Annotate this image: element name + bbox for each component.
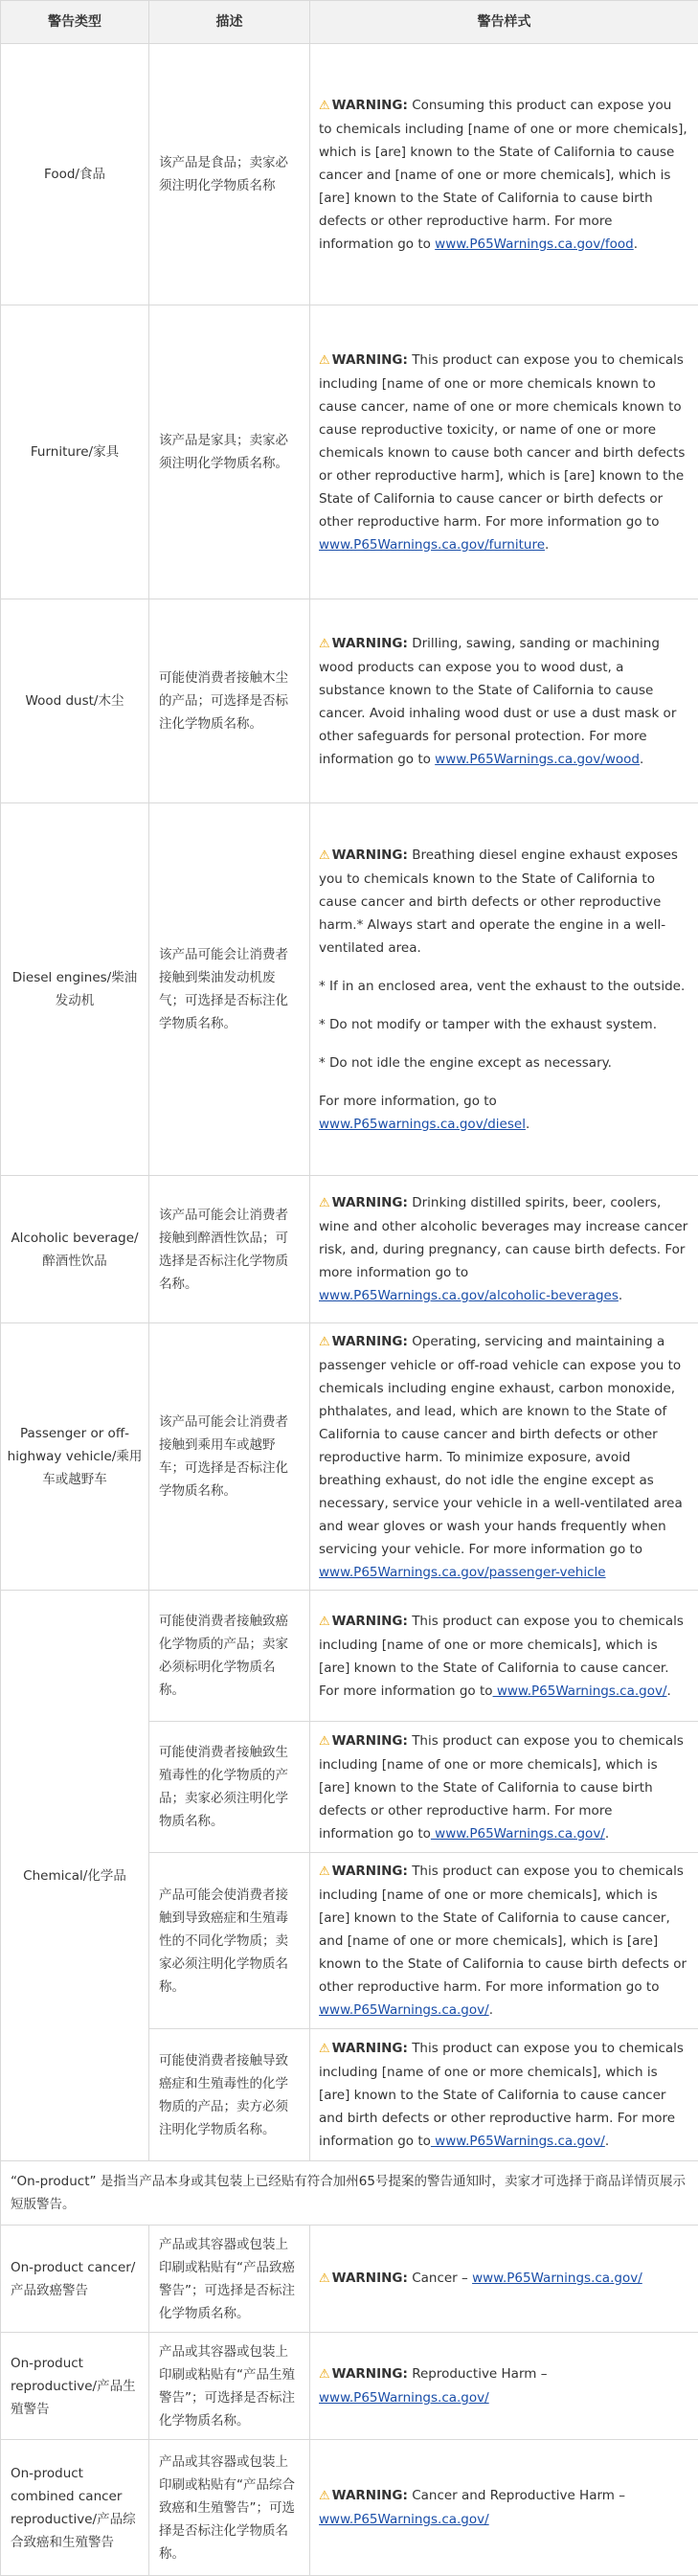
diesel-main-para [319,844,688,960]
warning-triangle-icon: ⚠ [319,1331,330,1354]
type-cell: Food/食品 [1,44,149,305]
punct: . [619,1288,622,1303]
p65-link[interactable]: www.P65Warnings.ca.gov/ [472,2271,642,2286]
warning-text: This product can expose you to chemicals including [name of one or more chemicals known to cause cancer, name of one or more chemicals known to cause reproductive toxicity, or name of one or more chemicals known to cause both cancer and birth defects or other reproductive harm], which is [are] known to the State of California to cause cancer or birth defects or other reproductive harm. For more information go to [319,352,685,530]
desc-cell: 该产品是食品；卖家必须注明化学物质名称 [149,44,310,305]
punct: . [605,2134,609,2149]
row-food [1,44,698,305]
warning-label: WARNING: [332,352,408,368]
diesel-more-para [319,1080,688,1136]
row-diesel [1,803,698,1176]
warning-text: Reproductive Harm – [412,2366,547,2382]
p65-link[interactable]: www.P65Warnings.ca.gov/ [319,2512,489,2527]
warning-triangle-icon: ⚠ [319,1192,330,1215]
style-cell [310,2333,698,2440]
warning-text: This product can expose you to chemicals including [name of one or more chemicals], which is [are] known to the State of California to cause cancer, and [name of one or more chemicals], which is [are] known to the State of California to cause birth defects or other reproductive harm. For more information go to [319,1864,687,1995]
warning-label: WARNING: [332,2488,408,2503]
style-cell [310,803,698,1176]
p65-link[interactable]: www.P65Warnings.ca.gov/ [319,2002,489,2018]
warning-triangle-icon: ⚠ [319,845,330,868]
warning-text: Breathing diesel engine exhaust exposes you to chemicals known to the State of California to cause cancer and birth defects or other reproductive harm.* Always start and operate the engine in a well-ventilated area. [319,847,678,956]
desc-cell: 可能使消费者接触导致癌症和生殖毒性的化学物质的产品；卖方必须注明化学物质名称。 [149,2029,310,2161]
row-chemical-cancer [1,1591,698,1722]
warning-label: WARNING: [332,1334,408,1349]
desc-cell: 该产品是家具；卖家必须注明化学物质名称。 [149,305,310,599]
warning-label: WARNING: [332,2366,408,2382]
desc-cell: 可能使消费者接触木尘的产品；可选择是否标注化学物质名称。 [149,599,310,803]
diesel-note-1: * If in an enclosed area, vent the exhaust to the outside. [319,965,688,998]
row-onproduct-note [1,2161,698,2226]
row-alcohol [1,1176,698,1323]
warning-text: Cancer – [412,2271,472,2286]
type-cell: On-product combined cancer reproductive/产品综合致癌和生殖警告 [1,2440,149,2576]
row-vehicle [1,1323,698,1591]
p65-link[interactable]: www.P65Warnings.ca.gov/ [493,1683,667,1699]
warning-label: WARNING: [332,98,408,113]
style-cell [310,44,698,305]
warning-label: WARNING: [332,636,408,651]
warning-text: Drilling, sawing, sanding or machining wood products can expose you to wood dust, a substance known to the State of California to cause cancer. Avoid inhaling wood dust or use a dust mask or other safeguards for personal protection. For more information go to [319,636,676,767]
type-cell: Passenger or off-highway vehicle/乘用车或越野车 [1,1323,149,1591]
p65-link[interactable]: www.P65Warnings.ca.gov/food [435,237,634,252]
desc-cell: 产品或其容器或包装上印刷或粘贴有“产品致癌警告”；可选择是否标注化学物质名称。 [149,2226,310,2333]
desc-cell: 可能使消费者接触致生殖毒性的化学物质的产品；卖家必须注明化学物质名称。 [149,1722,310,1853]
diesel-note-3: * Do not idle the engine except as necessary. [319,1042,688,1074]
punct: . [634,237,638,252]
warning-label: WARNING: [332,1195,408,1210]
warning-text: Operating, servicing and maintaining a passenger vehicle or off-road vehicle can expose you to chemicals including engine exhaust, carbon monoxide, phthalates, and lead, which are known to the State of California to cause cancer and birth defects or other reproductive harm. To minimize exposure, avoid breathing exhaust, do not idle the engine except as necessary, service your vehicle in a well-ventilated area and wear gloves or wash your hands frequently when servicing your vehicle. For more information go to [319,1334,683,1557]
style-cell [310,599,698,803]
p65-link[interactable]: www.P65Warnings.ca.gov/ [431,2134,605,2149]
style-cell [310,1853,698,2029]
header-desc: 描述 [149,1,310,44]
warning-label: WARNING: [332,1614,408,1629]
row-wood-dust [1,599,698,803]
warning-triangle-icon: ⚠ [319,2038,330,2061]
type-cell: Wood dust/木尘 [1,599,149,803]
p65-link[interactable]: www.P65Warnings.ca.gov/ [319,2390,489,2406]
style-cell [310,1722,698,1853]
warning-text: Cancer and Reproductive Harm – [412,2488,625,2503]
warning-text: This product can expose you to chemicals including [name of one or more chemicals], which is [are] known to the State of California to cause birth defects or other reproductive harm. For more information go to [319,1733,684,1842]
p65-link[interactable]: www.P65Warnings.ca.gov/ [431,1826,605,1842]
punct: . [605,1826,609,1842]
row-onproduct-cancer [1,2226,698,2333]
warning-triangle-icon: ⚠ [319,1611,330,1634]
desc-cell: 可能使消费者接触致癌化学物质的产品；卖家必须标明化学物质名称。 [149,1591,310,1722]
type-cell: On-product cancer/产品致癌警告 [1,2226,149,2333]
punct: . [526,1117,529,1132]
style-cell [310,1591,698,1722]
p65-link[interactable]: www.P65Warnings.ca.gov/furniture [319,537,545,553]
type-cell: Furniture/家具 [1,305,149,599]
desc-cell: 该产品可能会让消费者接触到乘用车或越野车；可选择是否标注化学物质名称。 [149,1323,310,1591]
warning-text: This product can expose you to chemicals including [name of one or more chemicals], which is [are] known to the State of California to cause cancer and birth defects or other reproductive harm. For more information go to [319,2041,684,2149]
punct: . [489,2002,493,2018]
header-style: 警告样式 [310,1,698,44]
desc-cell: 该产品可能会让消费者接触到醉酒性饮品；可选择是否标注化学物质名称。 [149,1176,310,1323]
style-cell [310,2440,698,2576]
warning-label: WARNING: [332,2041,408,2056]
warning-text: Drinking distilled spirits, beer, coolers, wine and other alcoholic beverages may increase cancer risk, and, during pregnancy, can cause birth defects. For more information go to [319,1195,687,1280]
warning-triangle-icon: ⚠ [319,633,330,656]
type-cell: On-product reproductive/产品生殖警告 [1,2333,149,2440]
punct: . [640,752,643,767]
style-cell [310,1323,698,1591]
warning-triangle-icon: ⚠ [319,1861,330,1884]
style-cell [310,1176,698,1323]
onproduct-note: “On-product” 是指当产品本身或其包装上已经贴有符合加州65号提案的警告通知时，卖家才可选择于商品详情页展示短版警告。 [1,2161,698,2226]
warning-text: This product can expose you to chemicals including [name of one or more chemicals], which is [are] known to the State of California to cause cancer. For more information go to [319,1614,684,1699]
header-row [1,1,698,44]
row-onproduct-combined [1,2440,698,2576]
warning-label: WARNING: [332,1733,408,1749]
diesel-note-2: * Do not modify or tamper with the exhaust system. [319,1004,688,1036]
warning-text: Consuming this product can expose you to chemicals including [name of one or more chemicals], which is [are] known to the State of California to cause cancer and [name of one or more chemicals], which is [are] known to the State of California to cause birth defects or other reproductive harm. For more information go to [319,98,687,252]
warning-label: WARNING: [332,847,408,863]
desc-cell: 产品或其容器或包装上印刷或粘贴有“产品综合致癌和生殖警告”；可选择是否标注化学物质名称。 [149,2440,310,2576]
desc-cell: 产品或其容器或包装上印刷或粘贴有“产品生殖警告”；可选择是否标注化学物质名称。 [149,2333,310,2440]
warning-label: WARNING: [332,1864,408,1879]
punct: . [545,537,549,553]
warning-triangle-icon: ⚠ [319,2268,330,2291]
type-cell: Chemical/化学品 [1,1591,149,2161]
warning-triangle-icon: ⚠ [319,1730,330,1753]
desc-cell: 该产品可能会让消费者接触到柴油发动机废气；可选择是否标注化学物质名称。 [149,803,310,1176]
warning-label: WARNING: [332,2271,408,2286]
type-cell: Diesel engines/柴油发动机 [1,803,149,1176]
p65-link[interactable]: www.P65warnings.ca.gov/diesel [319,1117,526,1132]
p65-link[interactable]: www.P65Warnings.ca.gov/passenger-vehicle [319,1565,606,1580]
more-info-text: For more information, go to [319,1094,497,1109]
warning-triangle-icon: ⚠ [319,2485,330,2508]
warning-triangle-icon: ⚠ [319,2363,330,2386]
style-cell [310,2029,698,2161]
header-type: 警告类型 [1,1,149,44]
style-cell [310,305,698,599]
punct: . [667,1683,671,1699]
type-cell: Alcoholic beverage/醉酒性饮品 [1,1176,149,1323]
row-onproduct-repro [1,2333,698,2440]
p65-link[interactable]: www.P65Warnings.ca.gov/wood [435,752,640,767]
style-cell [310,2226,698,2333]
row-furniture [1,305,698,599]
warning-triangle-icon: ⚠ [319,95,330,118]
desc-cell: 产品可能会使消费者接触到导致癌症和生殖毒性的不同化学物质；卖家必须注明化学物质名称。 [149,1853,310,2029]
warning-triangle-icon: ⚠ [319,350,330,373]
p65-link[interactable]: www.P65Warnings.ca.gov/alcoholic-beverages [319,1288,619,1303]
